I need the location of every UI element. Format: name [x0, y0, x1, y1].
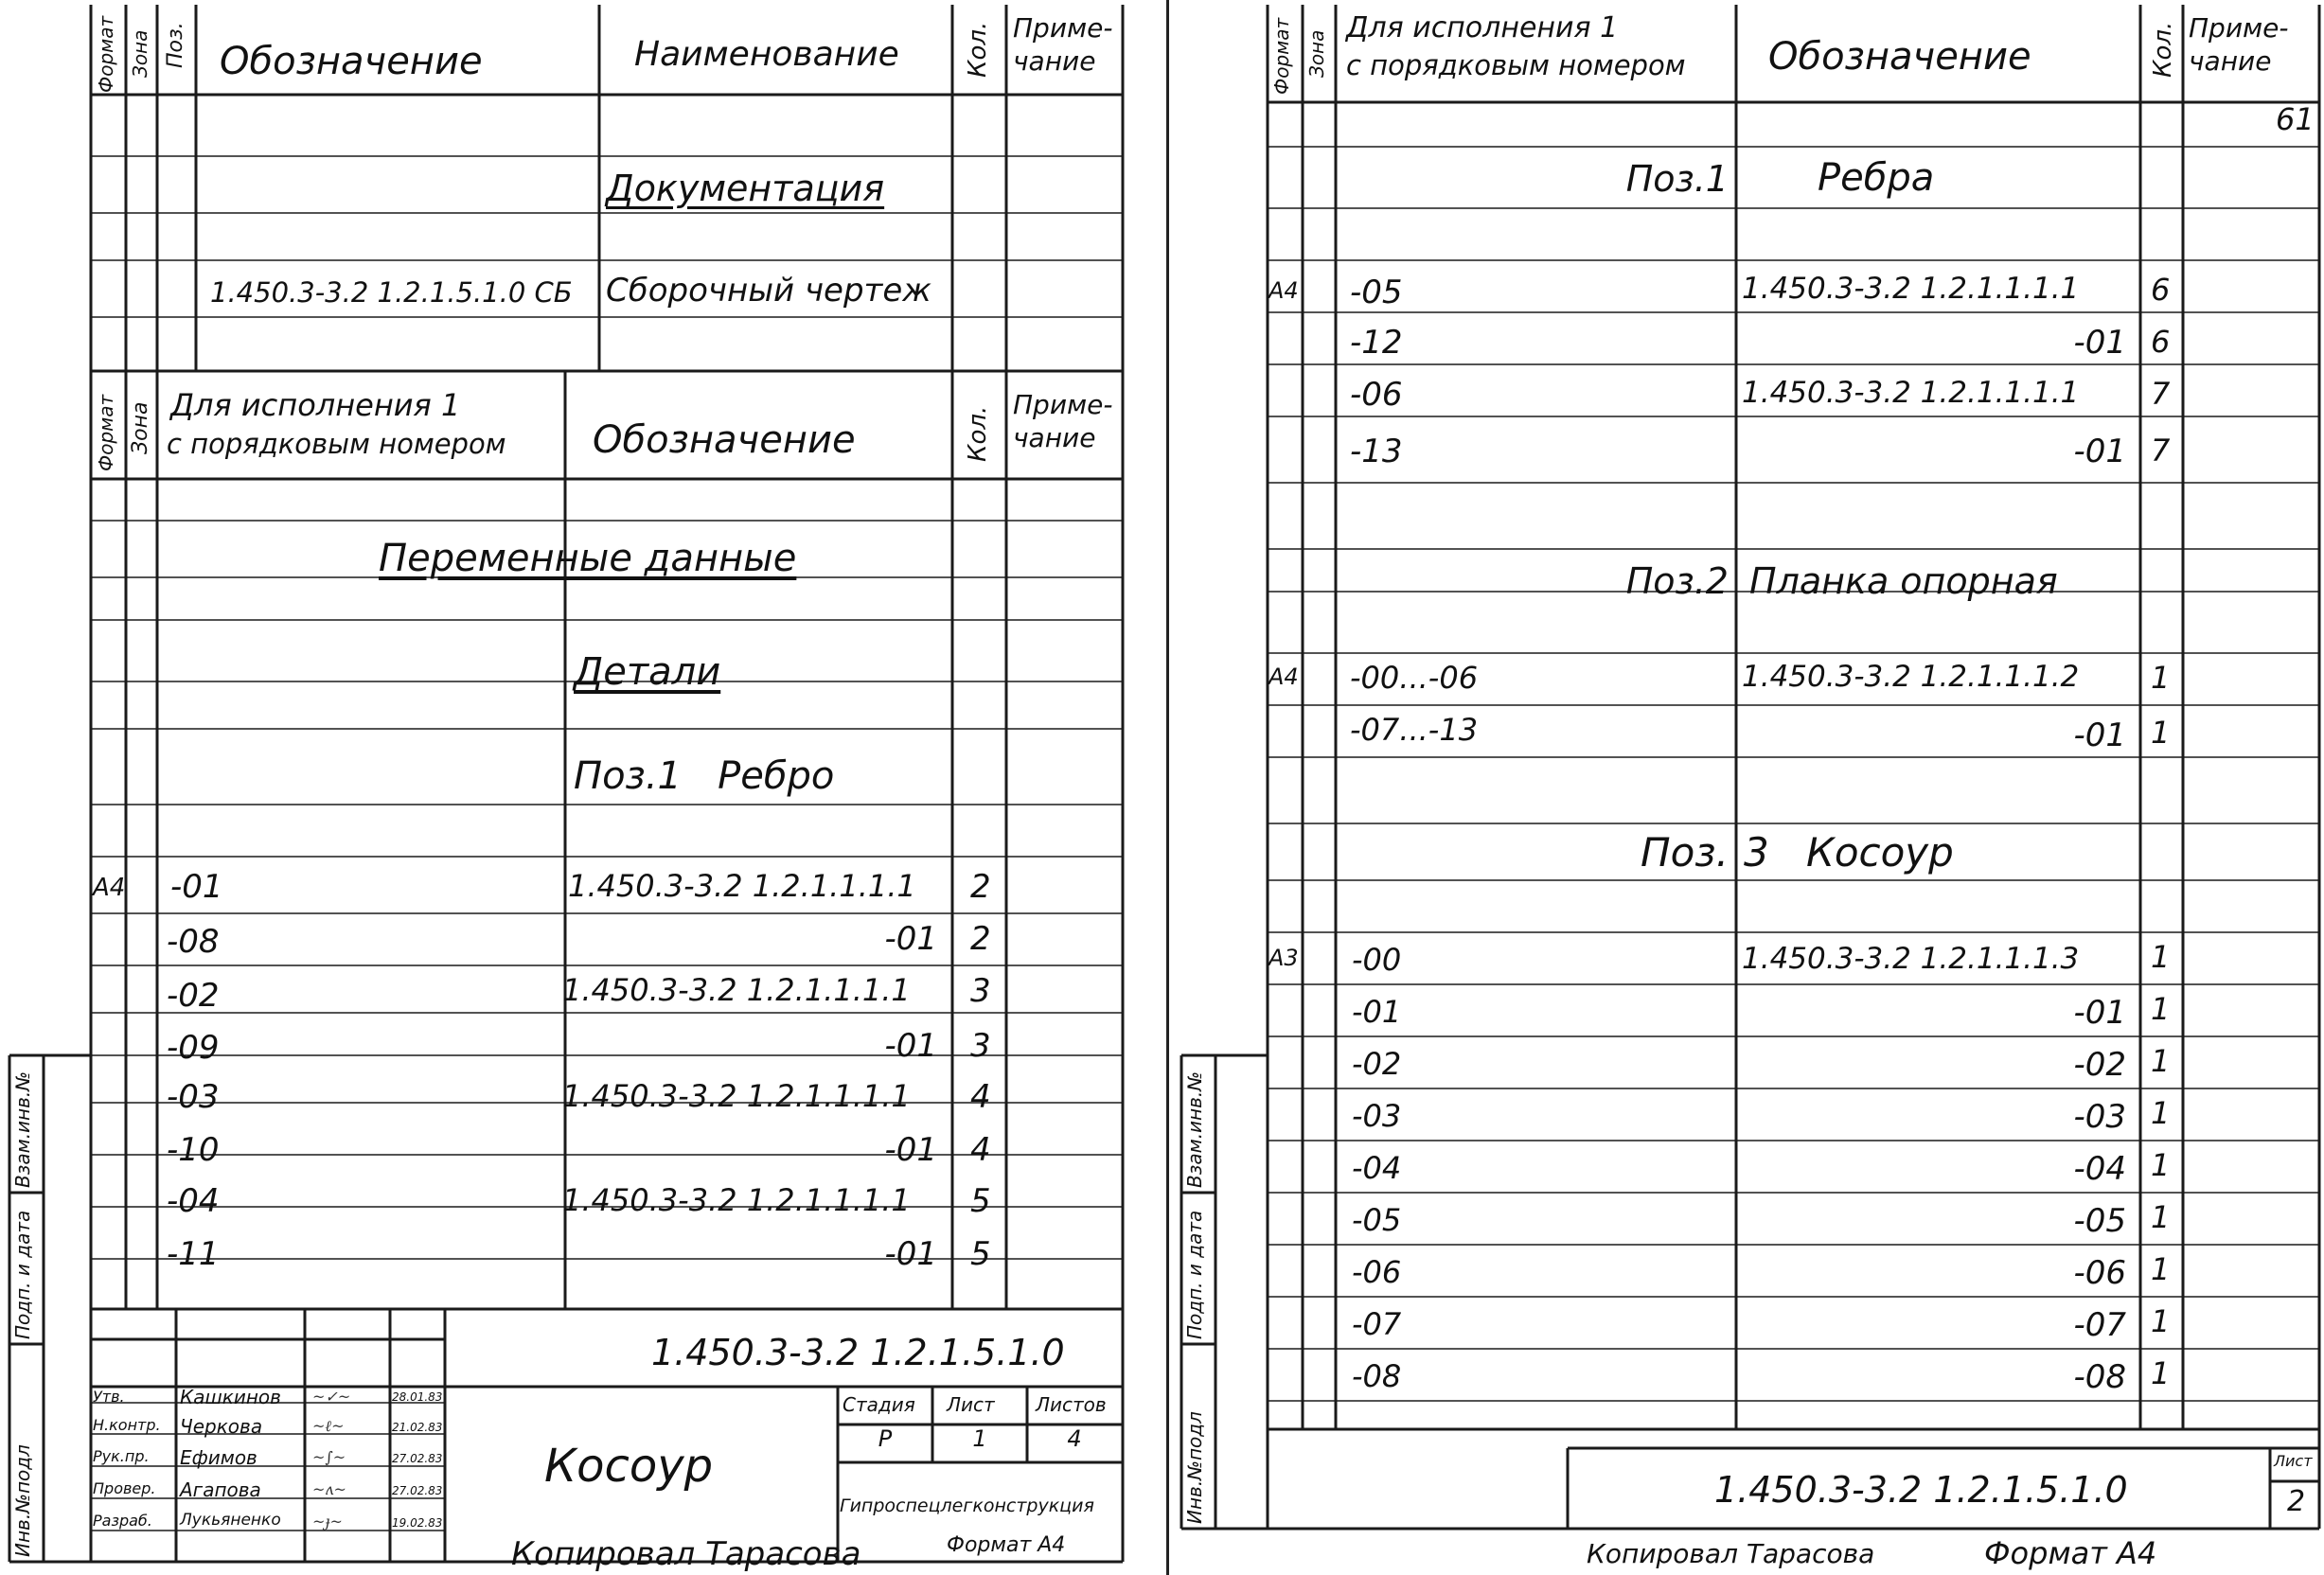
col-zone-header: Зона — [1305, 29, 1328, 78]
col-format-header: Формат — [1270, 17, 1293, 95]
var-exec-header-line1: Для исполнения 1 — [170, 387, 461, 423]
row-exec: -02 — [1352, 1046, 1402, 1082]
var-col-format-header: Формат — [95, 394, 117, 471]
pos1-name: Ребра — [1818, 156, 1935, 200]
row-designation: -01 — [884, 920, 937, 958]
variable-data-title: Переменные данные — [379, 537, 797, 580]
pos3-label: Поз. — [1641, 829, 1729, 876]
row-designation: -03 — [2073, 1098, 2126, 1136]
row-qty: 6 — [2151, 272, 2171, 308]
row-qty: 1 — [2151, 1199, 2171, 1235]
pos2-label: Поз.2 — [1625, 560, 1729, 602]
row-format: А4 — [93, 874, 126, 902]
col-note-header: Приме- чание — [2189, 12, 2289, 77]
sign-date: 28.01.83 — [392, 1390, 443, 1404]
signature-mark: ~∫~ — [312, 1448, 346, 1466]
side-label-sign-date: Подп. и дата — [11, 1210, 34, 1339]
row-qty: 1 — [2151, 1147, 2171, 1183]
pos3-name: Косоур — [1806, 829, 1954, 876]
row-qty: 1 — [2151, 1251, 2171, 1287]
row-exec: -03 — [167, 1078, 220, 1116]
row-qty: 1 — [2151, 1355, 2171, 1391]
sheets-value: 4 — [1067, 1425, 1082, 1452]
exec-header-line1: Для исполнения 1 — [1346, 11, 1619, 44]
sheet-divider — [1166, 0, 1169, 1575]
row-exec: -06 — [1352, 1254, 1402, 1290]
row-qty: 3 — [970, 972, 991, 1010]
doc-section-title: Документация — [606, 168, 885, 209]
footer-copied-by: Копировал Тарасова — [511, 1535, 861, 1573]
stage-label: Стадия — [843, 1393, 915, 1416]
pos2-name: Планка опорная — [1749, 560, 2058, 602]
row-qty: 7 — [2151, 376, 2171, 412]
row-designation: -04 — [2073, 1150, 2126, 1188]
person-name: Ефимов — [180, 1446, 257, 1469]
row-designation: -07 — [2073, 1306, 2126, 1344]
var-exec-header-line2: с порядковым номером — [167, 428, 506, 460]
var-note-header: Приме- чание — [1013, 389, 1113, 453]
exec-header-line2: с порядковым номером — [1346, 49, 1686, 81]
signature-mark: ~ɟ~ — [312, 1513, 343, 1531]
side-label-sign-date: Подп. и дата — [1183, 1210, 1206, 1339]
row-exec: -01 — [170, 868, 223, 906]
footer-format: Формат А4 — [1984, 1535, 2157, 1571]
right-sheet — [1170, 0, 2324, 1575]
row-exec: -13 — [1350, 433, 1403, 470]
right-doc-number: 1.450.3-3.2 1.2.1.5.1.0 — [1714, 1469, 2128, 1511]
role-label: Разраб. — [93, 1512, 152, 1530]
role-label: Утв. — [93, 1388, 125, 1406]
row-format: А4 — [1268, 277, 1299, 304]
row-designation: -01 — [884, 1027, 937, 1065]
row-exec: -05 — [1352, 1202, 1402, 1238]
side-label-replaced-inv: Взам.инв.№ — [1183, 1071, 1206, 1188]
pos3-number: 3 — [1744, 829, 1769, 876]
row-qty: 5 — [970, 1182, 991, 1220]
row-designation: -01 — [884, 1235, 937, 1273]
doc-row-designation: 1.450.3-3.2 1.2.1.5.1.0 СБ — [210, 276, 573, 309]
row-designation: 1.450.3-3.2 1.2.1.1.1.1 — [562, 1078, 911, 1114]
person-name: Лукьяненко — [180, 1511, 281, 1530]
row-designation: 1.450.3-3.2 1.2.1.1.1.1 — [1742, 272, 2080, 306]
col-designation-header: Обозначение — [1768, 35, 2031, 79]
details-title: Детали — [574, 650, 721, 694]
sheets-label: Листов — [1036, 1393, 1107, 1416]
signature-mark: ~ℓ~ — [312, 1417, 345, 1435]
col-note-header: Приме- чание — [1013, 12, 1113, 77]
row-exec: -08 — [1352, 1358, 1402, 1394]
side-label-inv-number: Инв.№подл — [1183, 1411, 1206, 1524]
sign-date: 27.02.83 — [392, 1484, 443, 1497]
row-exec: -12 — [1350, 324, 1403, 362]
row-qty: 1 — [2151, 1095, 2171, 1131]
col-format-header: Формат — [95, 15, 117, 93]
row-qty: 1 — [2151, 660, 2171, 696]
col-name-header: Наименование — [634, 35, 899, 74]
row-designation: -08 — [2073, 1358, 2126, 1396]
person-name: Кашкинов — [180, 1386, 281, 1408]
row-designation: -01 — [884, 1131, 937, 1169]
role-label: Н.контр. — [93, 1416, 161, 1434]
row-exec: -11 — [167, 1235, 220, 1273]
row-designation: 1.450.3-3.2 1.2.1.1.1.1 — [562, 1182, 911, 1218]
sign-date: 19.02.83 — [392, 1516, 443, 1530]
sign-date: 27.02.83 — [392, 1452, 443, 1465]
row-designation: 1.450.3-3.2 1.2.1.1.1.2 — [1742, 660, 2080, 694]
row-qty: 5 — [970, 1235, 991, 1273]
col-designation-header: Обозначение — [220, 40, 483, 83]
row-qty: 1 — [2151, 1043, 2171, 1079]
col-qty-header: Кол. — [2149, 21, 2177, 78]
row-exec: -09 — [167, 1029, 220, 1067]
row-exec: -06 — [1350, 376, 1403, 414]
row-exec: -00 — [1352, 942, 1402, 978]
row-qty: 3 — [970, 1027, 991, 1065]
footer-format: Формат А4 — [947, 1533, 1066, 1557]
doc-row-name: Сборочный чертеж — [606, 272, 931, 310]
signature-mark: ~ʌ~ — [312, 1480, 346, 1498]
role-label: Провер. — [93, 1479, 156, 1497]
row-qty: 4 — [970, 1131, 991, 1169]
pos1-title: Поз.1 Ребро — [574, 754, 835, 798]
col-zone-header: Зона — [129, 29, 151, 78]
row-designation: -02 — [2073, 1046, 2126, 1084]
organization-name: Гипроспецлегконструкция — [840, 1495, 1094, 1516]
row-exec: -08 — [167, 923, 220, 961]
row-designation: 1.450.3-3.2 1.2.1.1.1.1 — [568, 868, 916, 904]
row-qty: 1 — [2151, 939, 2171, 975]
row-qty: 2 — [970, 868, 991, 906]
row-exec: -05 — [1350, 274, 1403, 311]
row-qty: 1 — [2151, 715, 2171, 751]
row-qty: 1 — [2151, 991, 2171, 1027]
row-format: А4 — [1268, 664, 1299, 690]
row-qty: 7 — [2151, 433, 2171, 469]
sheet-value: 1 — [972, 1425, 987, 1452]
row-designation: 1.450.3-3.2 1.2.1.1.1.1 — [1742, 376, 2080, 410]
role-label: Рук.пр. — [93, 1447, 150, 1465]
var-designation-header: Обозначение — [593, 418, 856, 462]
title-block-doc-number: 1.450.3-3.2 1.2.1.5.1.0 — [651, 1332, 1065, 1373]
row-designation: -06 — [2073, 1254, 2126, 1292]
row-qty: 6 — [2151, 324, 2171, 360]
row-designation: 1.450.3-3.2 1.2.1.1.1.1 — [562, 972, 911, 1008]
row-exec: -07 — [1352, 1306, 1402, 1342]
row-exec: -03 — [1352, 1098, 1402, 1134]
col-pos-header: Поз. — [164, 22, 187, 68]
sign-date: 21.02.83 — [392, 1421, 443, 1434]
row-exec: -04 — [167, 1182, 220, 1220]
row-exec: -07...-13 — [1350, 712, 1479, 748]
row-designation: 1.450.3-3.2 1.2.1.1.1.3 — [1742, 942, 2080, 976]
title-block-title: Косоур — [544, 1440, 714, 1493]
person-name: Агапова — [180, 1478, 261, 1501]
row-designation: -01 — [2073, 994, 2126, 1032]
row-designation: -01 — [2073, 433, 2126, 470]
side-label-replaced-inv: Взам.инв.№ — [11, 1071, 34, 1188]
row-exec: -00...-06 — [1350, 660, 1479, 696]
right-sheet-label: Лист — [2274, 1452, 2313, 1470]
var-col-zone-header: Зона — [129, 401, 152, 454]
row-qty: 1 — [2151, 1303, 2171, 1339]
row-format: А3 — [1268, 945, 1299, 971]
row-designation: -01 — [2073, 717, 2126, 754]
row-designation: -05 — [2073, 1202, 2126, 1240]
person-name: Черкова — [180, 1415, 263, 1438]
right-sheet-number: 2 — [2287, 1485, 2306, 1518]
col-qty-header: Кол. — [964, 21, 992, 78]
row-exec: -10 — [167, 1131, 220, 1169]
pos1-label: Поз.1 — [1625, 158, 1729, 200]
signature-mark: ~✓~ — [312, 1388, 351, 1406]
var-qty-header: Кол. — [964, 405, 992, 462]
row-designation: -01 — [2073, 324, 2126, 362]
row-exec: -01 — [1352, 994, 1402, 1030]
row-exec: -02 — [167, 977, 220, 1015]
footer-copied-by: Копировал Тарасова — [1587, 1538, 1875, 1569]
side-label-inv-number: Инв.№подл — [11, 1444, 34, 1557]
row-qty: 4 — [970, 1078, 991, 1116]
corner-number: 61 — [2276, 101, 2315, 137]
row-qty: 2 — [970, 920, 991, 958]
stage-value: Р — [878, 1425, 893, 1452]
row-exec: -04 — [1352, 1150, 1402, 1186]
sheet-label: Лист — [947, 1393, 995, 1416]
